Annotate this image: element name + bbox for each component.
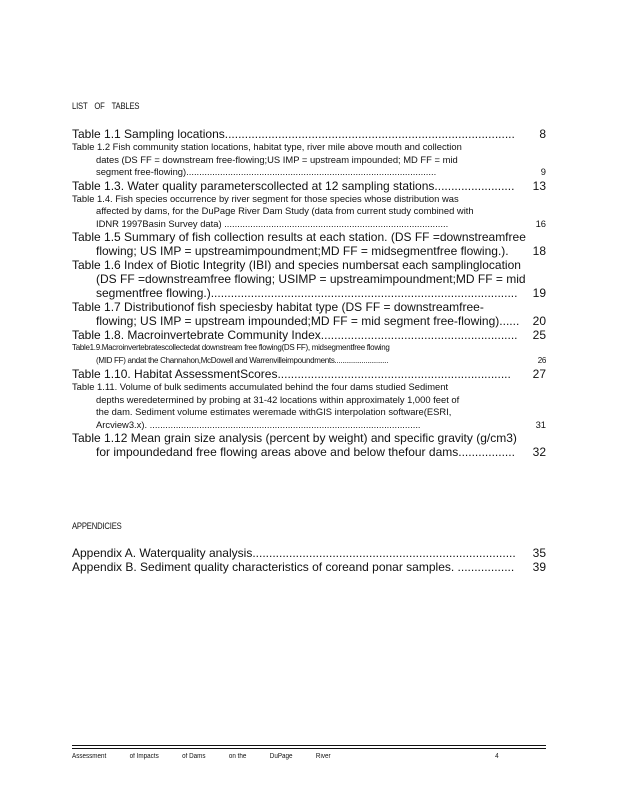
table-entry-text — [72, 431, 522, 459]
footer-word: on the — [228, 753, 247, 760]
table-entry[interactable] — [72, 230, 546, 258]
table-entry-line: Arcview3.x). ........................................................................................................ — [96, 418, 421, 430]
table-page-number: 31 — [535, 418, 546, 430]
table-entry-line: flowing; US IMP = upstreamimpoundment;MD FF = midsegmentfree flowing.). — [96, 244, 509, 258]
appendices-heading: APPENDICIES — [72, 521, 122, 531]
table-entry-line: dates (DS FF = downstream free-flowing;US IMP = upstream impounded; MD FF = mid — [96, 153, 458, 165]
table-entry-text — [72, 367, 522, 381]
footer-page-number: 4 — [495, 753, 499, 760]
list-of-tables — [72, 127, 546, 459]
table-entry-text — [72, 127, 522, 141]
table-entry[interactable] — [72, 367, 546, 381]
appendix-page-number: 35 — [532, 546, 546, 560]
appendix-entry-line: Appendix B. Sediment quality characteristics of coreand ponar samples. ................. — [72, 560, 515, 574]
appendix-entry[interactable] — [72, 560, 546, 574]
table-entry-line: depths weredetermined by probing at 31-42 locations within approximately 1,000 feet of — [96, 393, 460, 405]
table-entry-text — [72, 141, 522, 179]
footer-word: Assessment — [72, 753, 107, 760]
appendices-list — [72, 546, 546, 574]
table-page-number: 27 — [532, 367, 546, 381]
table-entry[interactable] — [72, 193, 546, 231]
table-entry[interactable] — [72, 127, 546, 141]
table-entry-text — [72, 300, 522, 328]
table-entry-text — [72, 342, 522, 367]
table-page-number: 16 — [535, 217, 546, 229]
table-entry-line: Table 1.1 Sampling locations....................................................................................... — [72, 127, 515, 141]
table-entry-line: Table 1.7 Distributionof fish speciesby habitat type (DS FF = downstreamfree- — [72, 300, 484, 314]
table-page-number: 32 — [532, 445, 546, 459]
table-entry-text — [72, 258, 526, 300]
appendix-entry-text — [72, 560, 522, 574]
table-page-number: 20 — [532, 314, 546, 328]
appendix-entry[interactable] — [72, 546, 546, 560]
table-entry-line: Table 1.12 Mean grain size analysis (percent by weight) and specific gravity (g/cm3) — [72, 431, 517, 445]
table-entry-line: Table 1.4. Fish species occurrence by river segment for those species whose distribution was — [72, 192, 459, 204]
table-entry-line: Table 1.3. Water quality parameterscollected at 12 sampling stations........................ — [72, 178, 515, 193]
table-page-number: 8 — [539, 127, 546, 141]
table-entry-line: Table 1.8. Macroinvertebrate Community Index........................................................... — [72, 328, 518, 342]
table-entry-text — [72, 381, 522, 431]
table-entry-line: Table 1.2 Fish community station locations, habitat type, river mile above mouth and collection — [72, 141, 462, 152]
list-of-tables-heading: LIST OF TABLES — [72, 101, 140, 111]
table-entry[interactable] — [72, 431, 546, 459]
footer-word: DuPage — [269, 753, 293, 760]
table-page-number: 18 — [532, 244, 546, 258]
table-page-number: 19 — [532, 286, 546, 300]
table-page-number: 13 — [532, 178, 546, 193]
table-entry-line: Table 1.6 Index of Biotic Integrity (IBI) and species numbersat each samplinglocation — [72, 258, 521, 272]
table-entry[interactable] — [72, 342, 546, 367]
table-entry-line: (MID FF) andat the Channahon,McDowell and Warrenvilleimpoundments............................ — [96, 355, 389, 365]
footer-word: of Impacts — [129, 753, 159, 760]
table-page-number: 25 — [532, 328, 546, 342]
table-entry-line: Table 1.10. Habitat AssessmentScores...................................................................... — [72, 367, 511, 381]
page-footer — [72, 745, 546, 760]
table-entry-text — [72, 193, 522, 231]
table-entry[interactable] — [72, 381, 546, 431]
table-entry-line: affected by dams, for the DuPage River Dam Study (data from current study combined with — [96, 205, 474, 216]
table-entry-line: flowing; US IMP = upstream impounded;MD FF = mid segment free-flowing)...... — [96, 314, 520, 328]
table-entry[interactable] — [72, 328, 546, 342]
table-entry[interactable] — [72, 141, 546, 179]
table-entry-text — [72, 328, 522, 342]
table-entry-line: IDNR 1997Basin Survey data) ...................................................................................... — [96, 217, 449, 229]
footer-rule-top — [72, 745, 546, 746]
table-entry-line: Table 1.5 Summary of fish collection results at each station. (DS FF =downstreamfree — [72, 230, 526, 244]
footer-word: of Dams — [182, 753, 206, 760]
table-entry-text — [72, 179, 522, 193]
appendix-page-number: 39 — [532, 560, 546, 574]
table-entry-line: Table1.9.Macroinvertebratescollectedat downstream free flowing(DS FF), midsegmentfree flowing — [72, 343, 390, 352]
table-entry-line: (DS FF =downstreamfree flowing; USIMP = upstreamimpoundment;MD FF = mid — [96, 272, 526, 286]
table-page-number: 26 — [537, 355, 546, 365]
table-entry[interactable] — [72, 300, 546, 328]
appendix-entry-line: Appendix A. Waterquality analysis............................................................................... — [72, 546, 516, 560]
footer-rule-bottom — [72, 748, 546, 749]
table-entry[interactable] — [72, 258, 546, 300]
table-entry-line: segment free-flowing)................................................................................................ — [96, 166, 437, 177]
appendix-entry-text — [72, 546, 522, 560]
table-entry-line: Table 1.11. Volume of bulk sediments accumulated behind the four dams studied Sediment — [72, 381, 449, 392]
table-entry[interactable] — [72, 179, 546, 193]
table-page-number: 9 — [540, 166, 546, 177]
table-entry-line: segmentfree flowing.)............................................................................................ — [96, 286, 518, 300]
table-entry-line: for impoundedand free flowing areas above and below thefour dams................. — [96, 445, 515, 459]
table-entry-text — [72, 230, 526, 258]
footer-title — [72, 753, 352, 760]
table-entry-line: the dam. Sediment volume estimates weremade withGIS interpolation software(ESRI, — [96, 406, 452, 417]
footer-word: River — [315, 753, 331, 760]
